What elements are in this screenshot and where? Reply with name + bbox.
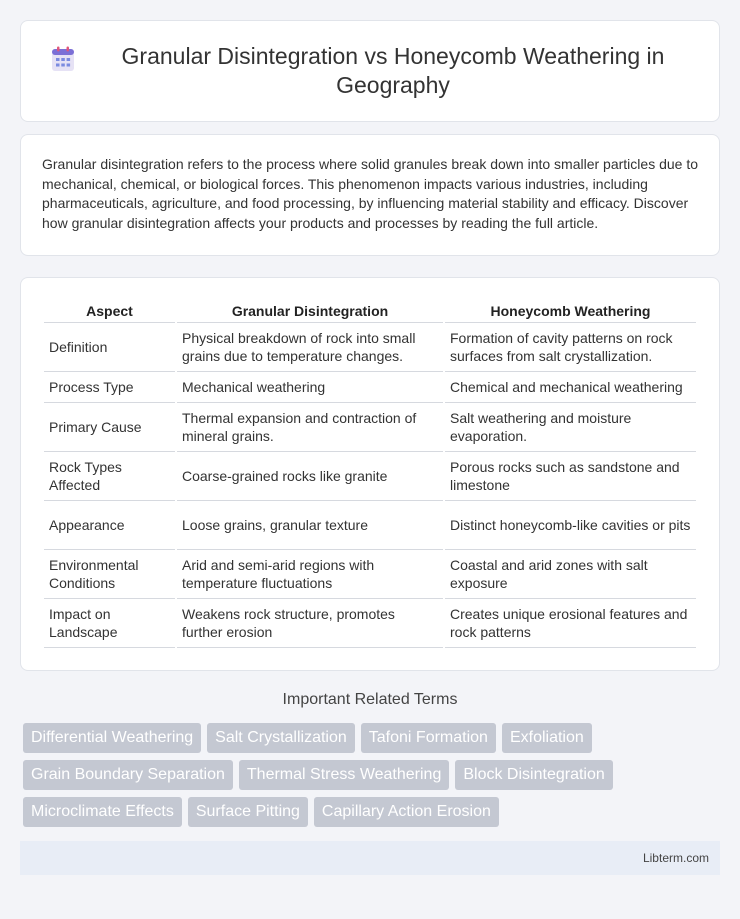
row-granular: Coarse-grained rocks like granite (177, 452, 443, 501)
intro-card (20, 134, 720, 256)
row-honeycomb: Coastal and arid zones with salt exposure (445, 550, 696, 599)
row-granular: Arid and semi-arid regions with temperature fluctuations (177, 550, 443, 599)
related-terms-list (20, 723, 720, 834)
row-granular: Mechanical weathering (177, 372, 443, 403)
row-aspect: Definition (44, 323, 175, 372)
tag-capillary-action-erosion[interactable]: Capillary Action Erosion (314, 797, 499, 827)
calendar-grid-icon (51, 46, 75, 72)
header-honeycomb: Honeycomb Weathering (445, 300, 696, 323)
table-row (44, 501, 696, 550)
header-granular: Granular Disintegration (177, 300, 443, 323)
intro-paragraph: Granular disintegration refers to the process where solid granules break down into smaller particles due to mechanical, chemical, or biological forces. This phenomenon impacts various industries, including pharmaceuticals, agriculture, and food processing, by influencing material stability and efficacy. Discover how granular disintegration affects your products and processes by reading the full article. (42, 156, 699, 231)
title-card (20, 20, 720, 122)
tag-exfoliation[interactable]: Exfoliation (502, 723, 592, 753)
table-row (44, 403, 696, 452)
row-aspect: Primary Cause (44, 403, 175, 452)
header-aspect: Aspect (44, 300, 175, 323)
row-granular: Loose grains, granular texture (177, 501, 443, 550)
tag-salt-crystallization[interactable]: Salt Crystallization (207, 723, 355, 753)
row-aspect: Process Type (44, 372, 175, 403)
tag-block-disintegration[interactable]: Block Disintegration (455, 760, 612, 790)
footer (20, 841, 720, 875)
comparison-table (42, 300, 698, 648)
tag-thermal-stress-weathering[interactable]: Thermal Stress Weathering (239, 760, 449, 790)
page-title: Granular Disintegration vs Honeycomb Weathering in Geography (121, 43, 665, 98)
row-aspect: Environmental Conditions (44, 550, 175, 599)
tag-differential-weathering[interactable]: Differential Weathering (23, 723, 201, 753)
row-honeycomb: Formation of cavity patterns on rock surfaces from salt crystallization. (445, 323, 696, 372)
row-granular: Physical breakdown of rock into small grains due to temperature changes. (177, 323, 443, 372)
row-honeycomb: Salt weathering and moisture evaporation. (445, 403, 696, 452)
row-aspect: Rock Types Affected (44, 452, 175, 501)
title-wrap (51, 42, 689, 100)
row-aspect: Impact on Landscape (44, 599, 175, 648)
table-row (44, 452, 696, 501)
tag-grain-boundary-separation[interactable]: Grain Boundary Separation (23, 760, 233, 790)
table-row (44, 323, 696, 372)
tag-microclimate-effects[interactable]: Microclimate Effects (23, 797, 182, 827)
table-header-row (44, 300, 696, 323)
row-granular: Weakens rock structure, promotes further erosion (177, 599, 443, 648)
related-terms-heading: Important Related Terms (282, 691, 458, 709)
table-row (44, 372, 696, 403)
row-honeycomb: Creates unique erosional features and rock patterns (445, 599, 696, 648)
row-honeycomb: Distinct honeycomb-like cavities or pits (445, 501, 696, 550)
row-honeycomb: Porous rocks such as sandstone and limestone (445, 452, 696, 501)
table-row (44, 550, 696, 599)
footer-site-link[interactable]: Libterm.com (642, 851, 709, 866)
table-row (44, 599, 696, 648)
row-granular: Thermal expansion and contraction of mineral grains. (177, 403, 443, 452)
tag-tafoni-formation[interactable]: Tafoni Formation (361, 723, 496, 753)
row-aspect: Appearance (44, 501, 175, 550)
comparison-table-card (20, 277, 720, 671)
tag-surface-pitting[interactable]: Surface Pitting (188, 797, 308, 827)
row-honeycomb: Chemical and mechanical weathering (445, 372, 696, 403)
